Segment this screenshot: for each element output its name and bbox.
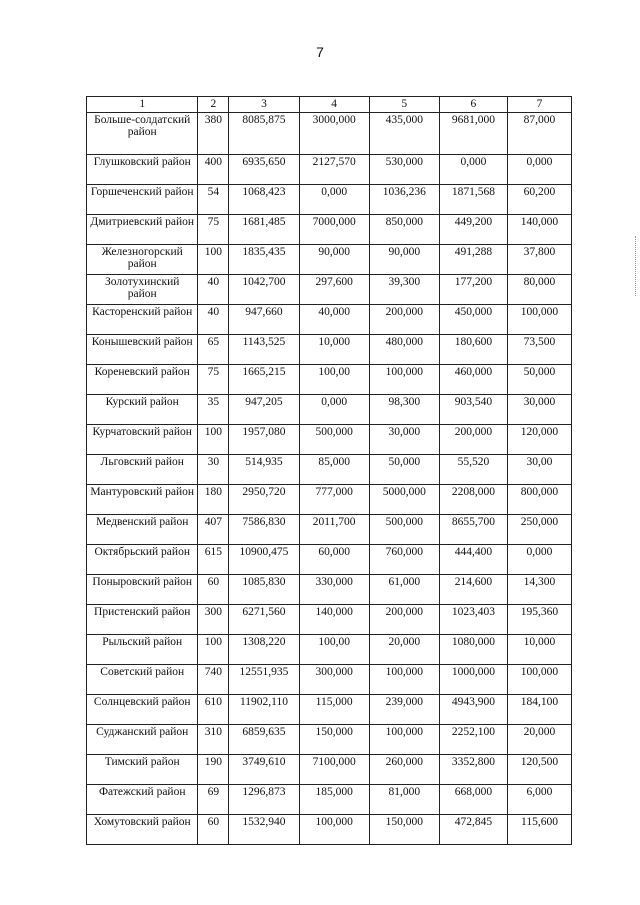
value-cell: 400 bbox=[198, 155, 229, 185]
value-cell: 1143,525 bbox=[229, 335, 299, 365]
table-row bbox=[87, 215, 572, 245]
table-row bbox=[87, 335, 572, 365]
value-cell: 380 bbox=[198, 113, 229, 155]
value-cell: 250,000 bbox=[507, 515, 571, 545]
district-name-cell: Медвенский район bbox=[87, 515, 198, 545]
value-cell: 100 bbox=[198, 635, 229, 665]
value-cell: 8085,875 bbox=[229, 113, 299, 155]
value-cell: 5000,000 bbox=[369, 485, 439, 515]
district-table bbox=[86, 96, 572, 845]
value-cell: 2252,100 bbox=[439, 725, 507, 755]
table-row bbox=[87, 575, 572, 605]
value-cell: 615 bbox=[198, 545, 229, 575]
value-cell: 100,000 bbox=[507, 305, 571, 335]
value-cell: 60 bbox=[198, 815, 229, 845]
table-row bbox=[87, 725, 572, 755]
district-name-cell: Конышевский район bbox=[87, 335, 198, 365]
table-row bbox=[87, 785, 572, 815]
value-cell: 1681,485 bbox=[229, 215, 299, 245]
value-cell: 491,288 bbox=[439, 245, 507, 275]
value-cell: 0,000 bbox=[299, 395, 369, 425]
value-cell: 330,000 bbox=[299, 575, 369, 605]
district-name-cell: Советский район bbox=[87, 665, 198, 695]
district-name-cell: Хомутовский район bbox=[87, 815, 198, 845]
value-cell: 2208,000 bbox=[439, 485, 507, 515]
value-cell: 7100,000 bbox=[299, 755, 369, 785]
value-cell: 1023,403 bbox=[439, 605, 507, 635]
header-cell: 3 bbox=[229, 97, 299, 113]
value-cell: 200,000 bbox=[439, 425, 507, 455]
value-cell: 180,600 bbox=[439, 335, 507, 365]
value-cell: 75 bbox=[198, 365, 229, 395]
value-cell: 39,300 bbox=[369, 275, 439, 305]
value-cell: 100,00 bbox=[299, 365, 369, 395]
page-number: 7 bbox=[316, 44, 324, 60]
value-cell: 0,000 bbox=[507, 155, 571, 185]
district-name-cell: Горшеченский район bbox=[87, 185, 198, 215]
value-cell: 850,000 bbox=[369, 215, 439, 245]
value-cell: 6859,635 bbox=[229, 725, 299, 755]
value-cell: 10,000 bbox=[507, 635, 571, 665]
table-row bbox=[87, 155, 572, 185]
value-cell: 1835,435 bbox=[229, 245, 299, 275]
header-cell: 2 bbox=[198, 97, 229, 113]
value-cell: 610 bbox=[198, 695, 229, 725]
value-cell: 6271,560 bbox=[229, 605, 299, 635]
value-cell: 444,400 bbox=[439, 545, 507, 575]
table-row bbox=[87, 635, 572, 665]
value-cell: 150,000 bbox=[369, 815, 439, 845]
value-cell: 100,000 bbox=[299, 815, 369, 845]
value-cell: 3000,000 bbox=[299, 113, 369, 155]
district-name-cell: Поныровский район bbox=[87, 575, 198, 605]
table-row bbox=[87, 113, 572, 155]
header-cell: 6 bbox=[439, 97, 507, 113]
value-cell: 140,000 bbox=[299, 605, 369, 635]
district-name-cell: Касторенский район bbox=[87, 305, 198, 335]
value-cell: 1068,423 bbox=[229, 185, 299, 215]
table-row bbox=[87, 515, 572, 545]
value-cell: 530,000 bbox=[369, 155, 439, 185]
table-row bbox=[87, 305, 572, 335]
value-cell: 407 bbox=[198, 515, 229, 545]
value-cell: 6,000 bbox=[507, 785, 571, 815]
value-cell: 65 bbox=[198, 335, 229, 365]
value-cell: 3749,610 bbox=[229, 755, 299, 785]
value-cell: 1532,940 bbox=[229, 815, 299, 845]
value-cell: 1665,215 bbox=[229, 365, 299, 395]
table-row bbox=[87, 185, 572, 215]
header-cell: 1 bbox=[87, 97, 198, 113]
district-name-cell: Рыльский район bbox=[87, 635, 198, 665]
table-row bbox=[87, 395, 572, 425]
value-cell: 2011,700 bbox=[299, 515, 369, 545]
value-cell: 1308,220 bbox=[229, 635, 299, 665]
value-cell: 0,000 bbox=[507, 545, 571, 575]
value-cell: 54 bbox=[198, 185, 229, 215]
table-row bbox=[87, 275, 572, 305]
value-cell: 472,845 bbox=[439, 815, 507, 845]
value-cell: 297,600 bbox=[299, 275, 369, 305]
table-row bbox=[87, 545, 572, 575]
value-cell: 480,000 bbox=[369, 335, 439, 365]
header-cell: 4 bbox=[299, 97, 369, 113]
value-cell: 81,000 bbox=[369, 785, 439, 815]
value-cell: 1957,080 bbox=[229, 425, 299, 455]
value-cell: 115,600 bbox=[507, 815, 571, 845]
table-row bbox=[87, 695, 572, 725]
value-cell: 947,205 bbox=[229, 395, 299, 425]
table-row bbox=[87, 245, 572, 275]
value-cell: 35 bbox=[198, 395, 229, 425]
district-name-cell: Курский район bbox=[87, 395, 198, 425]
value-cell: 87,000 bbox=[507, 113, 571, 155]
district-name-cell: Пристенский район bbox=[87, 605, 198, 635]
value-cell: 2127,570 bbox=[299, 155, 369, 185]
value-cell: 9681,000 bbox=[439, 113, 507, 155]
value-cell: 500,000 bbox=[369, 515, 439, 545]
value-cell: 1296,873 bbox=[229, 785, 299, 815]
value-cell: 20,000 bbox=[369, 635, 439, 665]
value-cell: 37,800 bbox=[507, 245, 571, 275]
table-row bbox=[87, 485, 572, 515]
value-cell: 100 bbox=[198, 425, 229, 455]
value-cell: 903,540 bbox=[439, 395, 507, 425]
value-cell: 200,000 bbox=[369, 605, 439, 635]
value-cell: 115,000 bbox=[299, 695, 369, 725]
value-cell: 260,000 bbox=[369, 755, 439, 785]
district-name-cell: Мантуровский район bbox=[87, 485, 198, 515]
value-cell: 947,660 bbox=[229, 305, 299, 335]
value-cell: 800,000 bbox=[507, 485, 571, 515]
value-cell: 90,000 bbox=[299, 245, 369, 275]
value-cell: 1036,236 bbox=[369, 185, 439, 215]
value-cell: 0,000 bbox=[439, 155, 507, 185]
value-cell: 90,000 bbox=[369, 245, 439, 275]
district-name-cell: Солнцевский район bbox=[87, 695, 198, 725]
value-cell: 150,000 bbox=[299, 725, 369, 755]
value-cell: 4943,900 bbox=[439, 695, 507, 725]
header-cell: 5 bbox=[369, 97, 439, 113]
value-cell: 40 bbox=[198, 275, 229, 305]
value-cell: 60 bbox=[198, 575, 229, 605]
value-cell: 120,500 bbox=[507, 755, 571, 785]
value-cell: 310 bbox=[198, 725, 229, 755]
value-cell: 100,000 bbox=[507, 665, 571, 695]
value-cell: 239,000 bbox=[369, 695, 439, 725]
value-cell: 140,000 bbox=[507, 215, 571, 245]
header-cell: 7 bbox=[507, 97, 571, 113]
value-cell: 1080,000 bbox=[439, 635, 507, 665]
value-cell: 73,500 bbox=[507, 335, 571, 365]
value-cell: 1042,700 bbox=[229, 275, 299, 305]
district-name-cell: Тимский район bbox=[87, 755, 198, 785]
value-cell: 30,000 bbox=[369, 425, 439, 455]
value-cell: 460,000 bbox=[439, 365, 507, 395]
value-cell: 120,000 bbox=[507, 425, 571, 455]
value-cell: 40,000 bbox=[299, 305, 369, 335]
value-cell: 200,000 bbox=[369, 305, 439, 335]
value-cell: 60,000 bbox=[299, 545, 369, 575]
value-cell: 61,000 bbox=[369, 575, 439, 605]
value-cell: 30,000 bbox=[507, 395, 571, 425]
value-cell: 449,200 bbox=[439, 215, 507, 245]
value-cell: 60,200 bbox=[507, 185, 571, 215]
district-name-cell: Суджанский район bbox=[87, 725, 198, 755]
value-cell: 1871,568 bbox=[439, 185, 507, 215]
value-cell: 100,000 bbox=[369, 365, 439, 395]
value-cell: 668,000 bbox=[439, 785, 507, 815]
value-cell: 100,000 bbox=[369, 725, 439, 755]
value-cell: 3352,800 bbox=[439, 755, 507, 785]
value-cell: 777,000 bbox=[299, 485, 369, 515]
value-cell: 10900,475 bbox=[229, 545, 299, 575]
table-row bbox=[87, 455, 572, 485]
value-cell: 450,000 bbox=[439, 305, 507, 335]
district-name-cell: Льговский район bbox=[87, 455, 198, 485]
value-cell: 500,000 bbox=[299, 425, 369, 455]
value-cell: 514,935 bbox=[229, 455, 299, 485]
district-name-cell: Железногорский район bbox=[87, 245, 198, 275]
value-cell: 7586,830 bbox=[229, 515, 299, 545]
district-name-cell: Кореневский район bbox=[87, 365, 198, 395]
table-row bbox=[87, 665, 572, 695]
table-row bbox=[87, 365, 572, 395]
value-cell: 20,000 bbox=[507, 725, 571, 755]
value-cell: 2950,720 bbox=[229, 485, 299, 515]
margin-marks bbox=[635, 236, 638, 296]
district-name-cell: Больше-солдатский район bbox=[87, 113, 198, 155]
value-cell: 6935,650 bbox=[229, 155, 299, 185]
value-cell: 85,000 bbox=[299, 455, 369, 485]
value-cell: 12551,935 bbox=[229, 665, 299, 695]
value-cell: 0,000 bbox=[299, 185, 369, 215]
value-cell: 55,520 bbox=[439, 455, 507, 485]
value-cell: 185,000 bbox=[299, 785, 369, 815]
value-cell: 100 bbox=[198, 245, 229, 275]
value-cell: 190 bbox=[198, 755, 229, 785]
value-cell: 180 bbox=[198, 485, 229, 515]
district-name-cell: Золотухинский район bbox=[87, 275, 198, 305]
value-cell: 300,000 bbox=[299, 665, 369, 695]
value-cell: 177,200 bbox=[439, 275, 507, 305]
header-row bbox=[87, 97, 572, 113]
value-cell: 100,00 bbox=[299, 635, 369, 665]
value-cell: 214,600 bbox=[439, 575, 507, 605]
table-row bbox=[87, 425, 572, 455]
value-cell: 50,000 bbox=[507, 365, 571, 395]
value-cell: 98,300 bbox=[369, 395, 439, 425]
table-row bbox=[87, 755, 572, 785]
value-cell: 100,000 bbox=[369, 665, 439, 695]
district-name-cell: Октябрьский район bbox=[87, 545, 198, 575]
value-cell: 10,000 bbox=[299, 335, 369, 365]
value-cell: 40 bbox=[198, 305, 229, 335]
value-cell: 195,360 bbox=[507, 605, 571, 635]
value-cell: 300 bbox=[198, 605, 229, 635]
table-row bbox=[87, 605, 572, 635]
district-name-cell: Глушковский район bbox=[87, 155, 198, 185]
value-cell: 7000,000 bbox=[299, 215, 369, 245]
table-row bbox=[87, 815, 572, 845]
district-name-cell: Курчатовский район bbox=[87, 425, 198, 455]
district-name-cell: Фатежский район bbox=[87, 785, 198, 815]
value-cell: 69 bbox=[198, 785, 229, 815]
value-cell: 435,000 bbox=[369, 113, 439, 155]
value-cell: 11902,110 bbox=[229, 695, 299, 725]
value-cell: 1085,830 bbox=[229, 575, 299, 605]
value-cell: 184,100 bbox=[507, 695, 571, 725]
value-cell: 80,000 bbox=[507, 275, 571, 305]
value-cell: 14,300 bbox=[507, 575, 571, 605]
value-cell: 760,000 bbox=[369, 545, 439, 575]
value-cell: 8655,700 bbox=[439, 515, 507, 545]
district-name-cell: Дмитриевский район bbox=[87, 215, 198, 245]
value-cell: 740 bbox=[198, 665, 229, 695]
value-cell: 1000,000 bbox=[439, 665, 507, 695]
value-cell: 30 bbox=[198, 455, 229, 485]
value-cell: 30,00 bbox=[507, 455, 571, 485]
value-cell: 50,000 bbox=[369, 455, 439, 485]
value-cell: 75 bbox=[198, 215, 229, 245]
